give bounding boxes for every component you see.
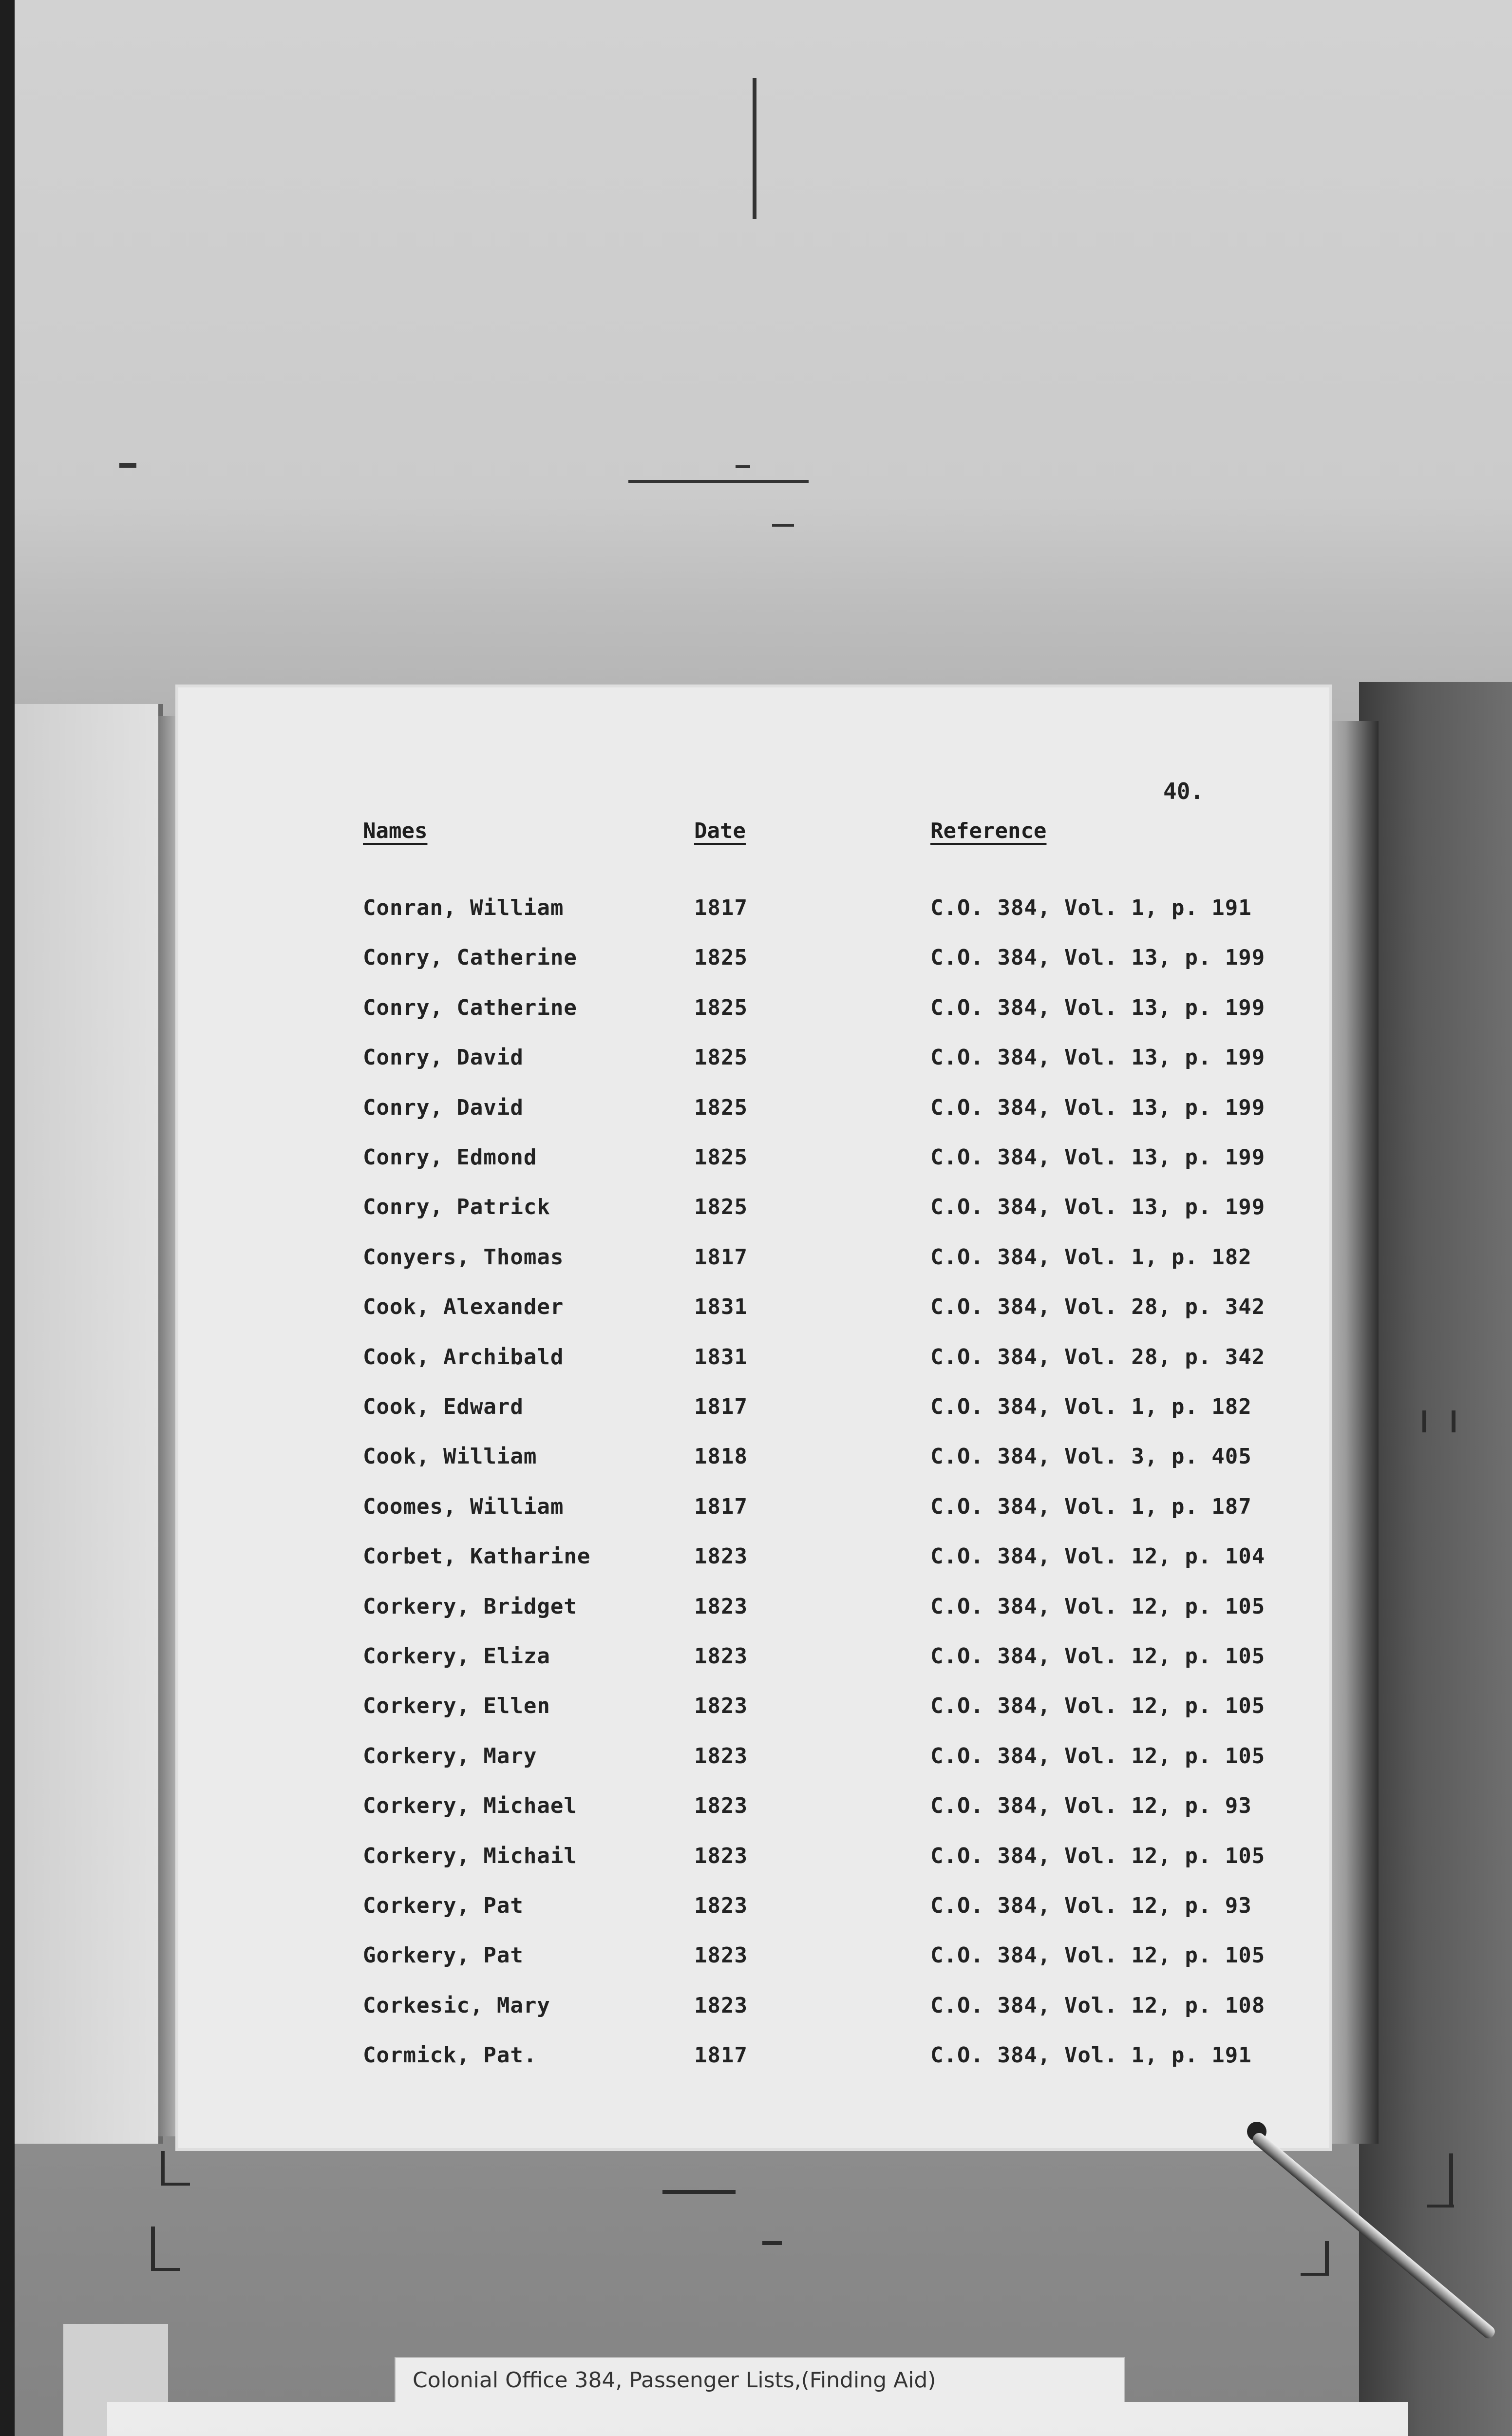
- entry-name: Corkery, Ellen: [363, 1694, 550, 1718]
- film-scratch: [772, 524, 794, 527]
- entry-date: 1831: [694, 1294, 748, 1319]
- entry-name: Conry, Patrick: [363, 1195, 550, 1219]
- header-reference: Reference: [930, 818, 1047, 843]
- film-scratch: [628, 480, 809, 483]
- table-row: [0, 1444, 1512, 1493]
- entry-name: Conry, Catherine: [363, 995, 577, 1020]
- table-row: [0, 1394, 1512, 1443]
- page-number: 40.: [1163, 778, 1204, 804]
- entry-reference: C.O. 384, Vol. 1, p. 191: [930, 2043, 1252, 2068]
- entry-name: Conry, David: [363, 1045, 524, 1070]
- entry-date: 1817: [694, 1245, 748, 1270]
- finding-aid-label: [395, 2357, 1125, 2403]
- entry-date: 1823: [694, 1844, 748, 1868]
- entry-date: 1823: [694, 1694, 748, 1718]
- film-scratch: [753, 78, 756, 219]
- entry-reference: C.O. 384, Vol. 28, p. 342: [930, 1345, 1266, 1370]
- crop-mark: [762, 2241, 782, 2245]
- entry-date: 1825: [694, 1045, 748, 1070]
- header-date: Date: [694, 818, 746, 843]
- entry-reference: C.O. 384, Vol. 1, p. 182: [930, 1394, 1252, 1419]
- crop-mark: [1301, 2273, 1329, 2276]
- entry-date: 1823: [694, 1943, 748, 1968]
- entry-date: 1817: [694, 1494, 748, 1519]
- table-row: [0, 1943, 1512, 1992]
- entry-name: Corkery, Bridget: [363, 1594, 577, 1619]
- entry-reference: C.O. 384, Vol. 13, p. 199: [930, 1095, 1266, 1120]
- crop-mark: [662, 2190, 736, 2194]
- entry-date: 1823: [694, 1793, 748, 1818]
- entry-reference: C.O. 384, Vol. 12, p. 105: [930, 1943, 1266, 1968]
- entry-name: Cook, Alexander: [363, 1294, 564, 1319]
- entry-date: 1825: [694, 1195, 748, 1219]
- table-row: [0, 1844, 1512, 1892]
- entry-date: 1825: [694, 945, 748, 970]
- entry-reference: C.O. 384, Vol. 12, p. 108: [930, 1993, 1266, 2018]
- table-row: [0, 1195, 1512, 1243]
- entry-name: Cormick, Pat.: [363, 2043, 537, 2068]
- table-row: [0, 1744, 1512, 1792]
- crop-mark: [151, 2227, 155, 2270]
- entry-reference: C.O. 384, Vol. 12, p. 105: [930, 1644, 1266, 1669]
- entry-name: Conry, David: [363, 1095, 524, 1120]
- entry-reference: C.O. 384, Vol. 12, p. 93: [930, 1893, 1252, 1918]
- entry-reference: C.O. 384, Vol. 13, p. 199: [930, 1195, 1266, 1219]
- entry-name: Conry, Catherine: [363, 945, 577, 970]
- entry-name: Corkesic, Mary: [363, 1993, 550, 2018]
- entry-date: 1825: [694, 1095, 748, 1120]
- table-row: [0, 2043, 1512, 2092]
- entry-reference: C.O. 384, Vol. 12, p. 104: [930, 1544, 1266, 1569]
- film-scratch: [119, 463, 136, 468]
- entry-reference: C.O. 384, Vol. 13, p. 199: [930, 945, 1266, 970]
- entry-name: Cook, Archibald: [363, 1345, 564, 1370]
- crop-mark: [1427, 2205, 1454, 2208]
- entry-reference: C.O. 384, Vol. 12, p. 105: [930, 1694, 1266, 1718]
- table-row: [0, 1594, 1512, 1643]
- crop-mark: [1452, 1410, 1455, 1432]
- entry-name: Corkery, Pat: [363, 1893, 524, 1918]
- entry-name: Cook, Edward: [363, 1394, 524, 1419]
- entry-date: 1823: [694, 1893, 748, 1918]
- table-row: [0, 995, 1512, 1044]
- entry-reference: C.O. 384, Vol. 12, p. 105: [930, 1744, 1266, 1769]
- entry-name: Conran, William: [363, 895, 564, 920]
- entry-date: 1818: [694, 1444, 748, 1469]
- table-row: [0, 1245, 1512, 1294]
- entry-reference: C.O. 384, Vol. 1, p. 191: [930, 895, 1252, 920]
- crop-mark: [151, 2268, 180, 2271]
- entry-reference: C.O. 384, Vol. 12, p. 105: [930, 1594, 1266, 1619]
- entry-name: Corkery, Mary: [363, 1744, 537, 1769]
- entry-name: Cook, William: [363, 1444, 537, 1469]
- table-row: [0, 1993, 1512, 2042]
- entry-name: Corkery, Michail: [363, 1844, 577, 1868]
- table-row: [0, 1893, 1512, 1942]
- table-row: [0, 1045, 1512, 1094]
- entry-name: Coomes, William: [363, 1494, 564, 1519]
- entry-name: Gorkery, Pat: [363, 1943, 524, 1968]
- entry-date: 1825: [694, 995, 748, 1020]
- entry-reference: C.O. 384, Vol. 1, p. 187: [930, 1494, 1252, 1519]
- entry-name: Corkery, Michael: [363, 1793, 577, 1818]
- entry-reference: C.O. 384, Vol. 12, p. 105: [930, 1844, 1266, 1868]
- entry-name: Corkery, Eliza: [363, 1644, 550, 1669]
- table-row: [0, 1694, 1512, 1742]
- entry-name: Conry, Edmond: [363, 1145, 537, 1170]
- entry-name: Corbet, Katharine: [363, 1544, 591, 1569]
- entry-date: 1825: [694, 1145, 748, 1170]
- table-row: [0, 1294, 1512, 1343]
- crop-mark: [1325, 2241, 1329, 2275]
- entry-date: 1823: [694, 1744, 748, 1769]
- archives-stamp: [107, 2402, 1408, 2436]
- crop-mark: [161, 2183, 190, 2186]
- film-scratch: [736, 465, 750, 468]
- entry-reference: C.O. 384, Vol. 12, p. 93: [930, 1793, 1252, 1818]
- crop-mark: [161, 2151, 165, 2185]
- entry-reference: C.O. 384, Vol. 13, p. 199: [930, 1145, 1266, 1170]
- table-row: [0, 945, 1512, 994]
- table-row: [0, 1793, 1512, 1842]
- header-names: Names: [363, 818, 428, 843]
- crop-mark: [1449, 2153, 1453, 2207]
- table-row: [0, 1644, 1512, 1693]
- entry-date: 1831: [694, 1345, 748, 1370]
- entry-date: 1823: [694, 1644, 748, 1669]
- entry-name: Conyers, Thomas: [363, 1245, 564, 1270]
- entry-reference: C.O. 384, Vol. 1, p. 182: [930, 1245, 1252, 1270]
- entry-date: 1823: [694, 1993, 748, 2018]
- entry-reference: C.O. 384, Vol. 28, p. 342: [930, 1294, 1266, 1319]
- table-row: [0, 1095, 1512, 1144]
- table-row: [0, 1494, 1512, 1543]
- table-row: [0, 1345, 1512, 1393]
- table-row: [0, 1544, 1512, 1593]
- entry-reference: C.O. 384, Vol. 13, p. 199: [930, 1045, 1266, 1070]
- entry-date: 1817: [694, 895, 748, 920]
- entry-date: 1823: [694, 1544, 748, 1569]
- entry-reference: C.O. 384, Vol. 3, p. 405: [930, 1444, 1252, 1469]
- entry-date: 1823: [694, 1594, 748, 1619]
- table-row: [0, 1145, 1512, 1194]
- finding-aid-label-text: Colonial Office 384, Passenger Lists,(Finding Aid): [413, 2368, 936, 2393]
- crop-mark: [1422, 1410, 1426, 1432]
- table-row: [0, 895, 1512, 944]
- entry-date: 1817: [694, 1394, 748, 1419]
- entry-reference: C.O. 384, Vol. 13, p. 199: [930, 995, 1266, 1020]
- entry-date: 1817: [694, 2043, 748, 2068]
